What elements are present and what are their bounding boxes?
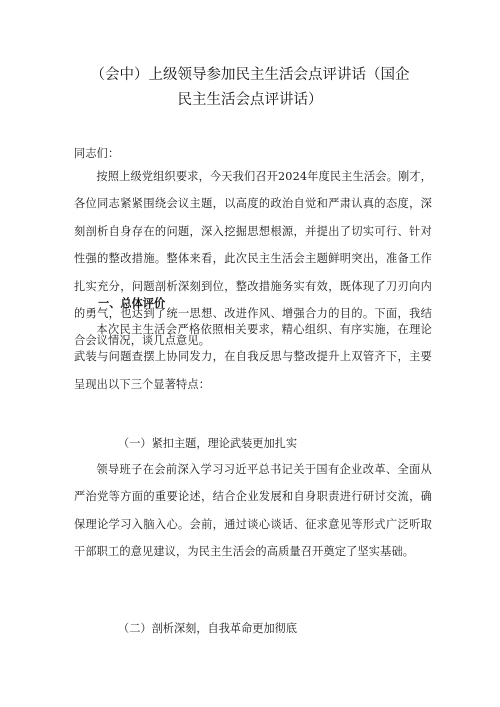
section-heading-overall-evaluation: 一、总体评价 [98, 297, 166, 310]
salutation: 同志们： [74, 147, 120, 160]
subheading-self-reflection: （二）剖析深刻，自我革命更加彻底 [118, 622, 298, 635]
paragraph-opening: 按照上级党组织要求，今天我们召开2024年度民主生活会。刚才，各位同志紧紧围绕会议主题，以高度的政治自觉和严肃认真的态度，深刻剖析自身存在的问题，深入挖掘思想根源，并提出了切实可行、针对性强的整改措施。整体来看，此次民主生活会主题鲜明突出，准备工作扎实充分，问题剖析深刻到位，整改措施务实有效，既体现了刀刃向内的勇气，也达到了统一思想、改进作风、增强合力的目的。下面，我结合会议情况，谈几点意见。 [74, 170, 432, 348]
subheading-theme-focus: （一）紧扣主题，理论武装更加扎实 [118, 437, 298, 450]
document-title-line-1: （会中）上级领导参加民主生活会点评讲话（国企 [90, 67, 410, 83]
document-title-line-2: 民主生活会点评讲话） [177, 92, 323, 108]
paragraph-theory-study: 领导班子在会前深入学习习近平总书记关于国有企业改革、全面从严治党等方面的重要论述，结合企业发展和自身职责进行研讨交流，确保理论学习入脑入心。会前，通过谈心谈话、征求意见等形式广泛听取干部职工的意见建议，为民主生活会的高质量召开奠定了坚实基础。 [74, 463, 432, 559]
paragraph-overview: 本次民主生活会严格依照相关要求，精心组织、有序实施，在理论武装与问题查摆上协同发力，在自我反思与整改提升上双管齐下，主要呈现出以下三个显著特点： [74, 323, 432, 391]
